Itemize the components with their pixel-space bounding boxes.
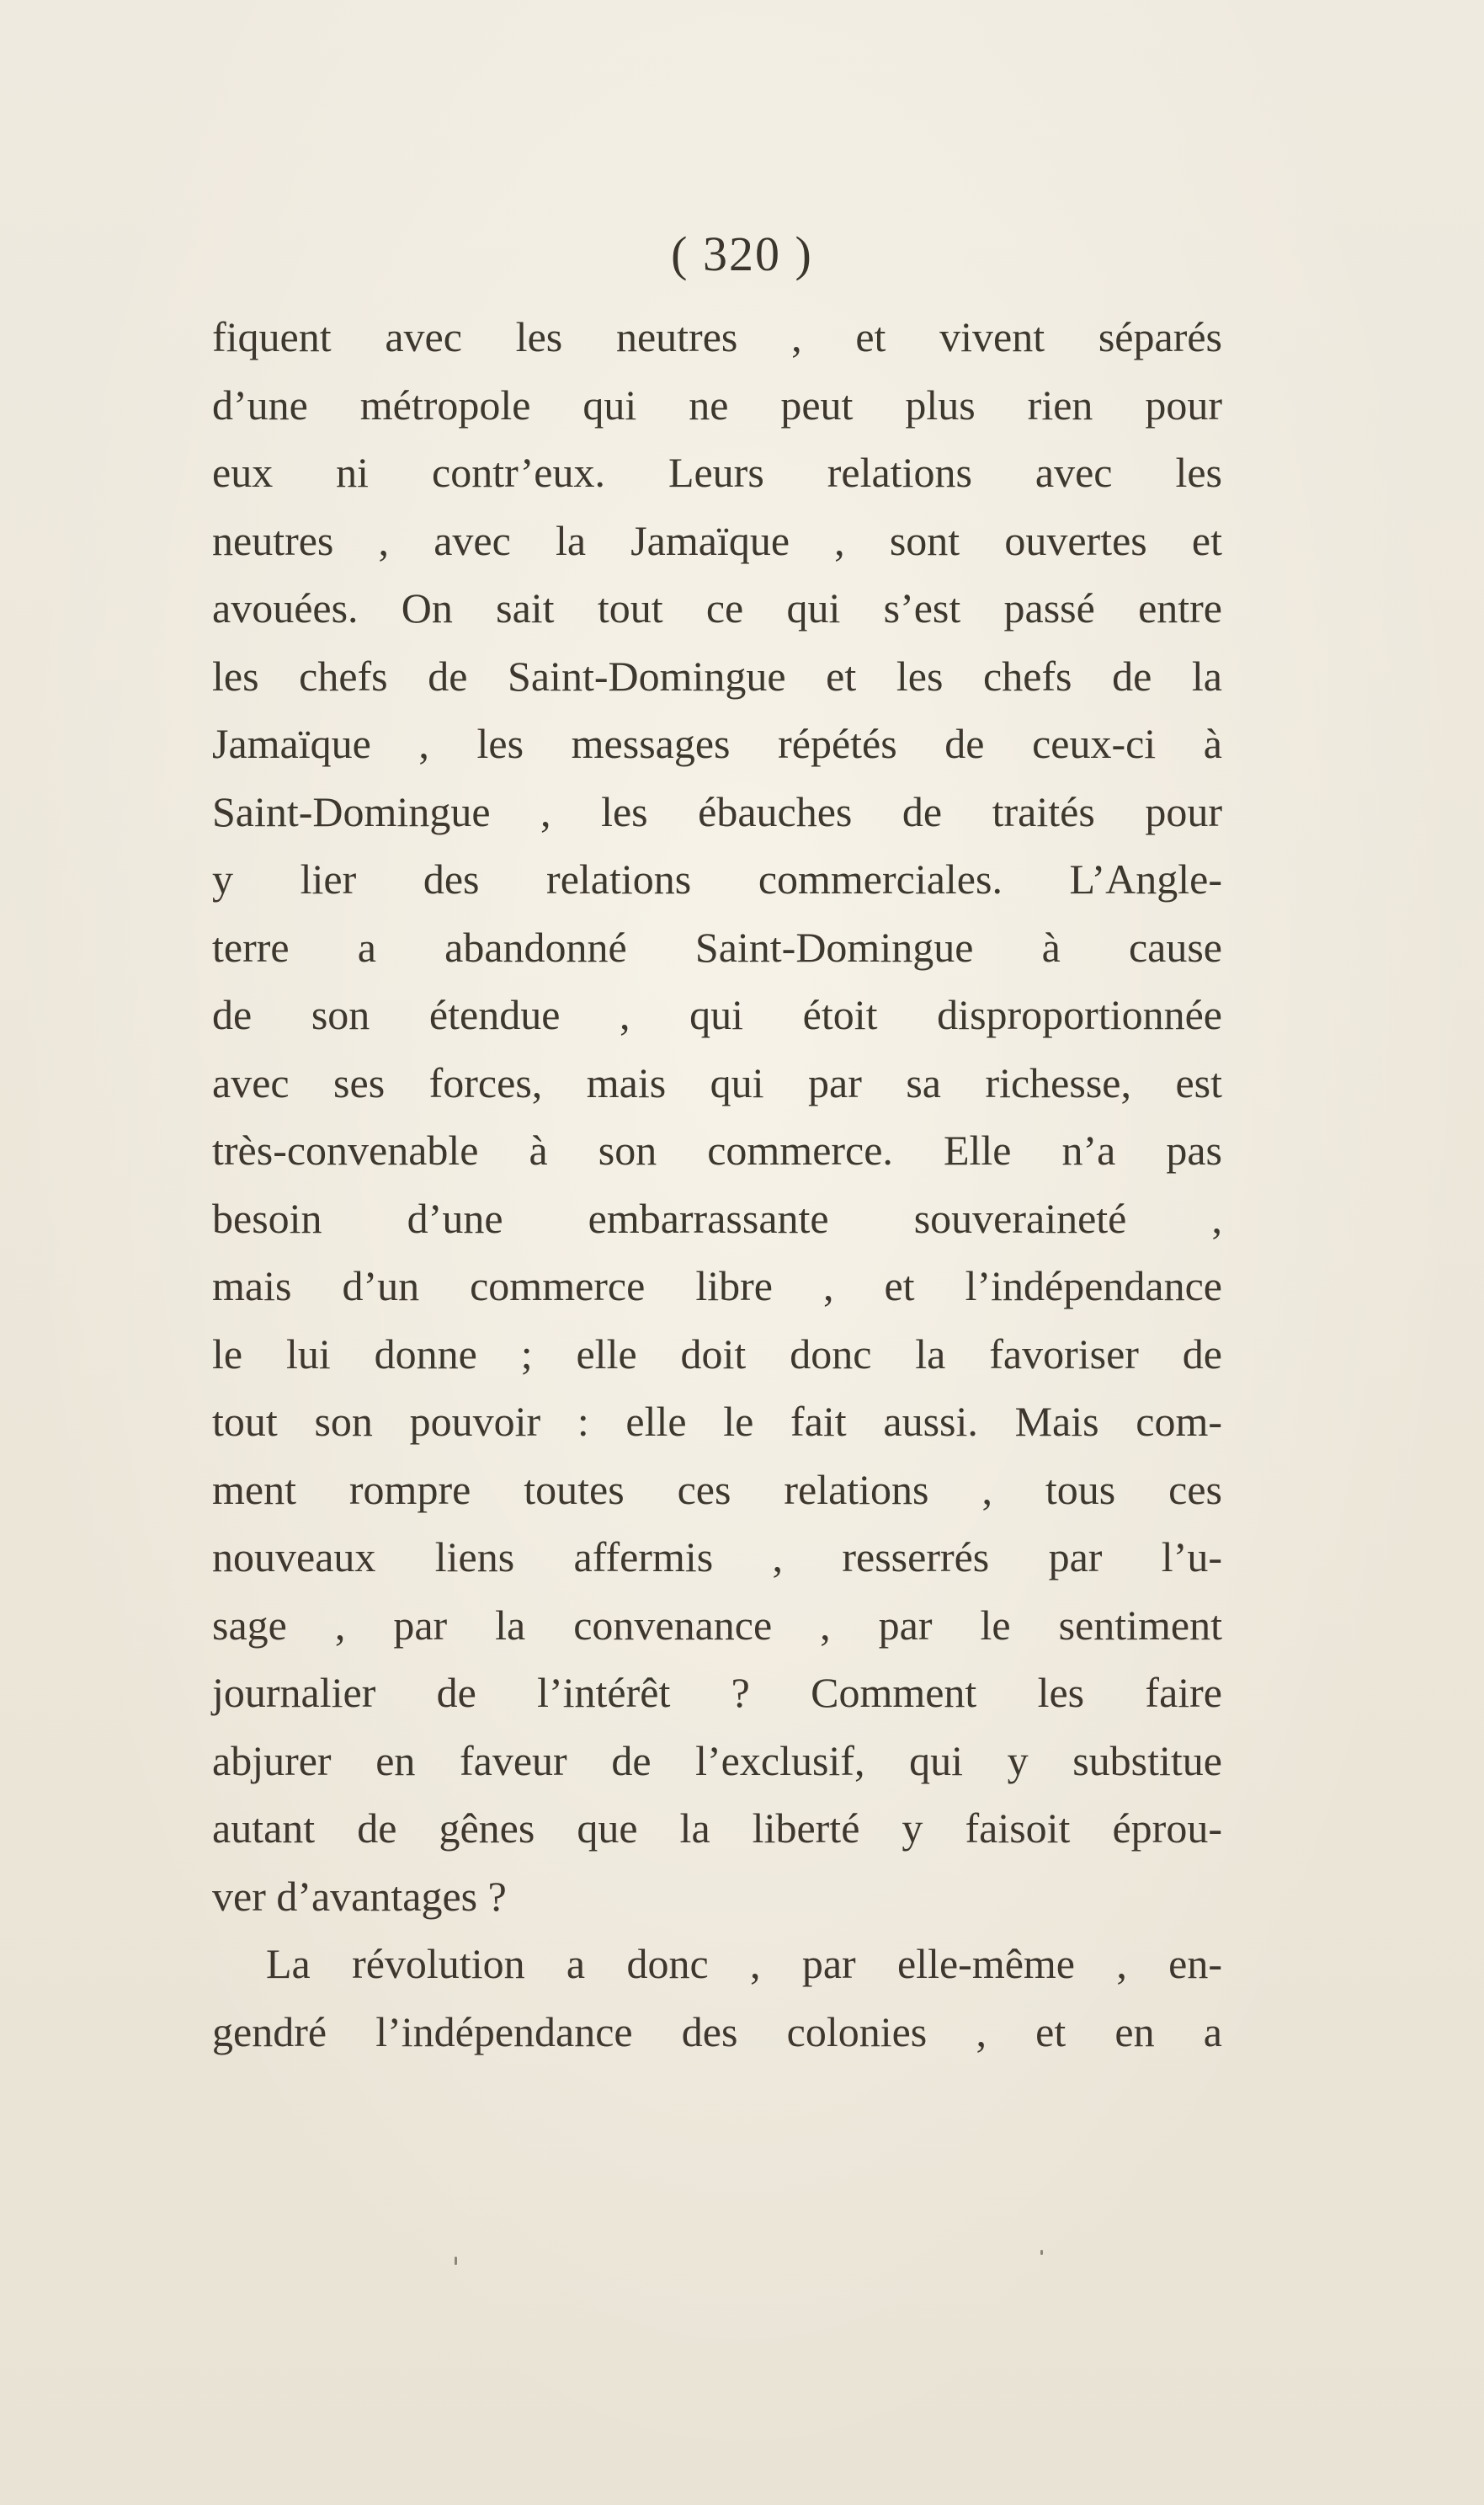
text-line: neutres , avec la Jamaïque , sont ouvertes et bbox=[212, 516, 1222, 564]
text-line: autant de gênes que la liberté y faisoit éprou- bbox=[212, 1804, 1222, 1852]
text-line: les chefs de Saint-Domingue et les chefs de la bbox=[212, 652, 1222, 700]
text-line: mais d’un commerce libre , et l’indépendance bbox=[212, 1262, 1222, 1309]
page-number: ( 320 ) bbox=[671, 227, 813, 281]
text-line: besoin d’une embarrassante souveraineté , bbox=[212, 1194, 1222, 1242]
text-line: gendré l’indépendance des colonies , et en a bbox=[212, 2007, 1222, 2055]
text-line: avouées. On sait tout ce qui s’est passé entre bbox=[212, 584, 1222, 632]
text-line: abjurer en faveur de l’exclusif, qui y substitue bbox=[212, 1736, 1222, 1784]
text-line: fiquent avec les neutres , et vivent séparés bbox=[212, 313, 1222, 360]
paragraph-start-line: La révolution a donc , par elle-même , en- bbox=[266, 1940, 1222, 1987]
text-line: de son étendue , qui étoit disproportionnée bbox=[212, 991, 1222, 1038]
text-line: eux ni contr’eux. Leurs relations avec les bbox=[212, 449, 1222, 496]
paper-speck bbox=[1040, 2250, 1043, 2255]
text-line: d’une métropole qui ne peut plus rien pour bbox=[212, 381, 1222, 429]
text-line: très-convenable à son commerce. Elle n’a pas bbox=[212, 1127, 1222, 1174]
paper-speck bbox=[455, 2257, 457, 2265]
text-line: tout son pouvoir : elle le fait aussi. Mais com- bbox=[212, 1398, 1222, 1445]
text-line: journalier de l’intérêt ? Comment les faire bbox=[212, 1669, 1222, 1716]
text-line: nouveaux liens affermis , resserrés par l’u- bbox=[212, 1533, 1222, 1580]
text-line: ment rompre toutes ces relations , tous ces bbox=[212, 1465, 1222, 1513]
text-line: y lier des relations commerciales. L’Angle- bbox=[212, 855, 1222, 903]
paragraph-end-line: ver d’avantages ? bbox=[212, 1872, 507, 1920]
body-text bbox=[212, 303, 1222, 2065]
text-line: Jamaïque , les messages répétés de ceux-ci à bbox=[212, 720, 1222, 767]
text-line: sage , par la convenance , par le sentiment bbox=[212, 1601, 1222, 1649]
text-line: avec ses forces, mais qui par sa richesse, est bbox=[212, 1058, 1222, 1106]
text-line: Saint-Domingue , les ébauches de traités pour bbox=[212, 787, 1222, 835]
text-line: terre a abandonné Saint-Domingue à cause bbox=[212, 923, 1222, 971]
text-line: le lui donne ; elle doit donc la favoriser de bbox=[212, 1330, 1222, 1378]
